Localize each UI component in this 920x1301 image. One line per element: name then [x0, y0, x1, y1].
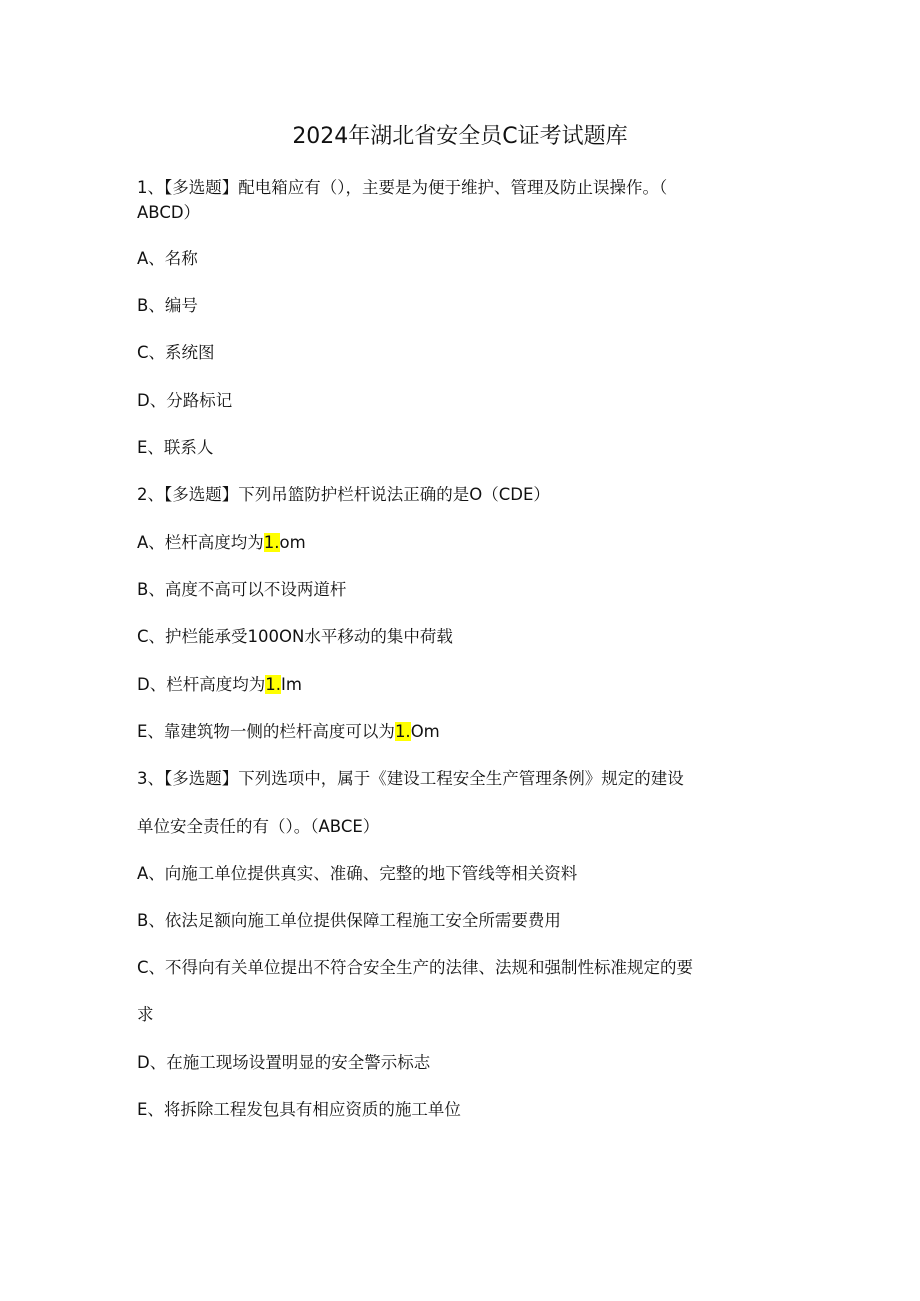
question-3-option-c-line-2: 求 [137, 1005, 154, 1024]
question-1-option-d: D、分路标记 [137, 391, 233, 410]
question-2-option-e [137, 720, 440, 744]
question-3-stem-line-2: 单位安全责任的有（）。（ABCE） [137, 817, 380, 836]
document-title: 2024年湖北省安全员C证考试题库 [292, 124, 628, 149]
highlighted-text: 1. [394, 722, 411, 741]
question-2-stem: 2、【多选题】下列吊篮防护栏杆说法正确的是O（CDE） [137, 485, 550, 504]
question-2-option-c: C、护栏能承受100ON水平移动的集中荷载 [137, 627, 453, 646]
question-2-option-d [137, 673, 302, 697]
highlighted-text: 1. [263, 533, 280, 552]
question-1-stem-line-1: 1、【多选题】配电箱应有（），主要是为便于维护、管理及防止误操作。（ [137, 178, 668, 197]
question-3-option-b: B、依法足额向施工单位提供保障工程施工安全所需要费用 [137, 911, 561, 930]
option-e-unit: Om [410, 722, 440, 741]
option-e-text: E、靠建筑物一侧的栏杆高度可以为 [137, 722, 395, 741]
question-3-option-e: E、将拆除工程发包具有相应资质的施工单位 [137, 1100, 461, 1119]
option-d-unit: Im [280, 675, 302, 694]
option-a-unit: om [279, 533, 306, 552]
option-a-text: A、栏杆高度均为 [137, 533, 264, 552]
question-3-option-a: A、向施工单位提供真实、准确、完整的地下管线等相关资料 [137, 864, 578, 883]
question-2-option-a [137, 531, 306, 555]
question-2-option-b: B、高度不高可以不设两道杆 [137, 580, 347, 599]
option-d-text: D、栏杆高度均为 [137, 675, 266, 694]
question-3-option-d: D、在施工现场设置明显的安全警示标志 [137, 1053, 431, 1072]
question-3-stem-line-1: 3、【多选题】下列选项中，属于《建设工程安全生产管理条例》规定的建设 [137, 769, 684, 788]
highlighted-text: 1. [265, 675, 281, 694]
question-1-option-a: A、名称 [137, 249, 198, 268]
question-3-option-c-line-1: C、不得向有关单位提出不符合安全生产的法律、法规和强制性标准规定的要 [137, 958, 694, 977]
question-1-stem-line-2: ABCD） [137, 203, 201, 222]
question-1-option-b: B、编号 [137, 296, 198, 315]
question-1-option-e: E、联系人 [137, 438, 214, 457]
question-1-option-c: C、系统图 [137, 343, 215, 362]
